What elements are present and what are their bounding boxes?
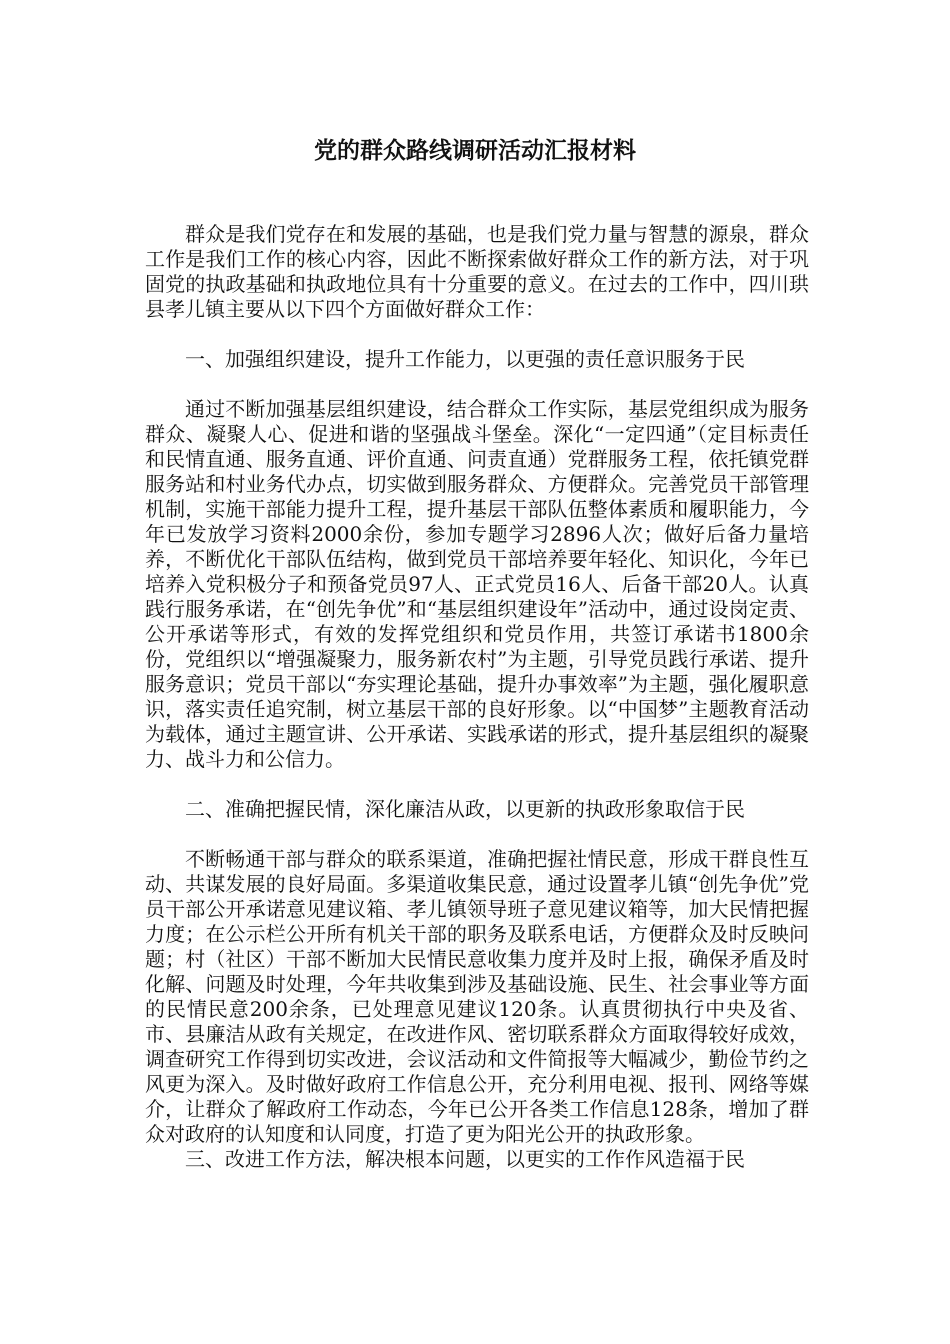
- paragraph-section-1: 通过不断加强基层组织建设，结合群众工作实际，基层党组织成为服务群众、凝聚人心、促进和谐的坚强战斗堡垒。深化“一定四通”（定目标责任和民情直通、服务直通、评价直通、问责直通）党群服务工程，依托镇党群服务站和村业务代办点，切实做到服务群众、方便群众。完善党员干部管理机制，实施干部能力提升工程，提升基层干部队伍整体素质和履职能力，今年已发放学习资料2000余份，参加专题学习2896人次；做好后备力量培养，不断优化干部队伍结构，做到党员干部培养要年轻化、知识化，今年已培养入党积极分子和预备党员97人、正式党员16人、后备干部20人。认真践行服务承诺，在“创先争优”和“基层组织建设年”活动中，通过设岗定责、公开承诺等形式，有效的发挥党组织和党员作用，共签订承诺书1800余份，党组织以“增强凝聚力，服务新农村”为主题，引导党员践行承诺、提升服务意识；党员干部以“夯实理论基础，提升办事效率”为主题，强化履职意识，落实责任追究制，树立基层干部的良好形象。以“中国梦”主题教育活动为载体，通过主题宣讲、公开承诺、实践承诺的形式，提升基层组织的凝聚力、战斗力和公信力。: [145, 397, 809, 771]
- paragraph-spacer: [145, 822, 809, 847]
- paragraph-section-2: 不断畅通干部与群众的联系渠道，准确把握社情民意，形成干群良性互动、共谋发展的良好局面。多渠道收集民意，通过设置孝儿镇“创先争优”党员干部公开承诺意见建议箱、孝儿镇领导班子意见建议箱等，加大民情把握力度；在公示栏公开所有机关干部的职务及联系电话，方便群众及时反映问题；村（社区）干部不断加大民情民意收集力度并及时上报，确保矛盾及时化解、问题及时处理，今年共收集到涉及基础设施、民生、社会事业等方面的民情民意200余条，已处理意见建议120条。认真贯彻执行中央及省、市、县廉洁从政有关规定，在改进作风、密切联系群众方面取得较好成效，调查研究工作得到切实改进，会议活动和文件简报等大幅减少，勤俭节约之风更为深入。及时做好政府工作信息公开，充分利用电视、报刊、网络等媒介，让群众了解政府工作动态，今年已公开各类工作信息128条，增加了群众对政府的认知度和认同度，打造了更为阳光公开的执政形象。: [145, 847, 809, 1146]
- section-heading-1: 一、加强组织建设，提升工作能力，以更强的责任意识服务于民: [185, 347, 745, 371]
- paragraph-spacer: [145, 322, 809, 347]
- document-body: [145, 222, 809, 1172]
- paragraph-spacer: [145, 772, 809, 797]
- paragraph-spacer: [145, 372, 809, 397]
- section-heading-2: 二、准确把握民情，深化廉洁从政，以更新的执政形象取信于民: [185, 797, 745, 821]
- document-title: 党的群众路线调研活动汇报材料: [314, 137, 636, 164]
- section-heading-3: 三、改进工作方法，解决根本问题，以更实的工作作风造福于民: [185, 1147, 745, 1171]
- paragraph-intro: 群众是我们党存在和发展的基础，也是我们党力量与智慧的源泉，群众工作是我们工作的核心内容，因此不断探索做好群众工作的新方法，对于巩固党的执政基础和执政地位具有十分重要的意义。在过去的工作中，四川珙县孝儿镇主要从以下四个方面做好群众工作：: [145, 222, 809, 321]
